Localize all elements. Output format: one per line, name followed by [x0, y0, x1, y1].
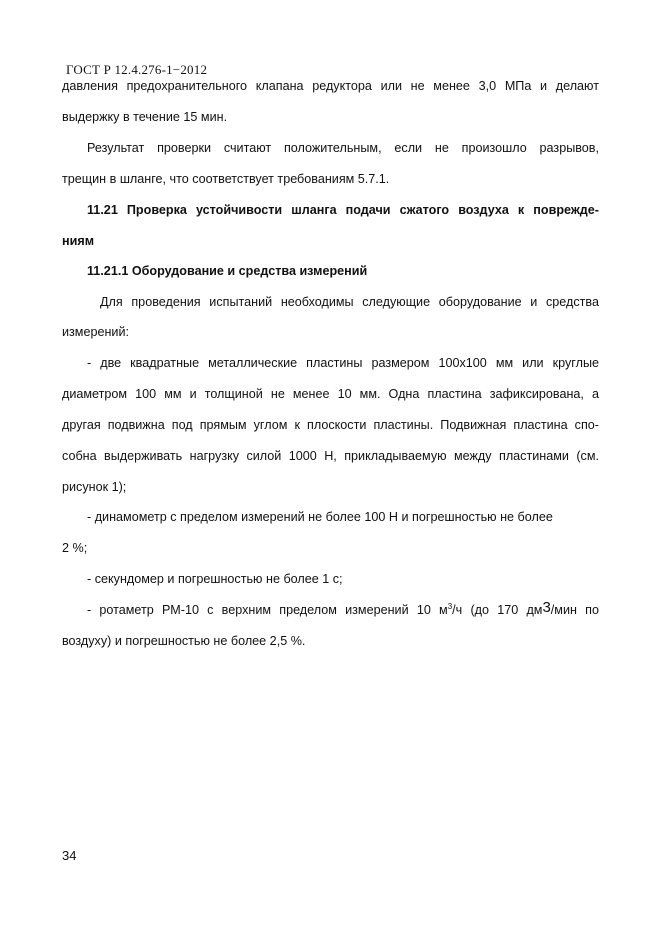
- list-item-rotameter: [87, 599, 599, 618]
- document-header: ГОСТ Р 12.4.276-1−2012: [66, 62, 208, 77]
- text-line: давления предохранительного клапана редуктора или не менее 3,0 МПа и делают: [62, 79, 599, 93]
- text-line: Результат проверки считают положительным, если не произошло разрывов,: [87, 141, 599, 155]
- rotameter-text-1: - ротаметр РМ-10 с верхним пределом измерений 10 м: [87, 603, 448, 617]
- superscript-large: 3: [542, 599, 551, 616]
- rotameter-text-3: /мин по: [550, 603, 599, 617]
- list-item: - динамометр с пределом измерений не более 100 Н и погрешностью не более: [87, 510, 553, 524]
- text-line: диаметром 100 мм и толщиной не менее 10 мм. Одна пластина зафиксирована, а: [62, 387, 599, 401]
- section-heading-cont: ниям: [62, 234, 95, 248]
- text-line: измерений:: [62, 325, 130, 339]
- text-line: выдержку в течение 15 мин.: [62, 110, 228, 124]
- text-line: трещин в шланге, что соответствует требованиям 5.7.1.: [62, 172, 390, 186]
- text-line: собна выдерживать нагрузку силой 1000 Н, прикладываемую между пластинами (см.: [62, 449, 599, 463]
- text-line: другая подвижна под прямым углом к плоскости пластины. Подвижная пластина спо-: [62, 418, 599, 432]
- text-line: воздуху) и погрешностью не более 2,5 %.: [62, 634, 306, 648]
- page-number: 34: [62, 848, 77, 863]
- subsection-heading: 11.21.1 Оборудование и средства измерений: [87, 264, 368, 278]
- list-item: - две квадратные металлические пластины размером 100x100 мм или круглые: [87, 356, 599, 370]
- rotameter-text-2: /ч (до 170 дм: [452, 603, 543, 617]
- list-item: - секундомер и погрешностью не более 1 с;: [87, 572, 343, 586]
- text-line: 2 %;: [62, 541, 88, 555]
- section-heading: 11.21 Проверка устойчивости шланга подачи сжатого воздуха к поврежде-: [87, 203, 599, 217]
- superscript: 3: [447, 602, 453, 611]
- text-line: рисунок 1);: [62, 480, 127, 494]
- text-line: Для проведения испытаний необходимы следующие оборудование и средства: [100, 295, 599, 309]
